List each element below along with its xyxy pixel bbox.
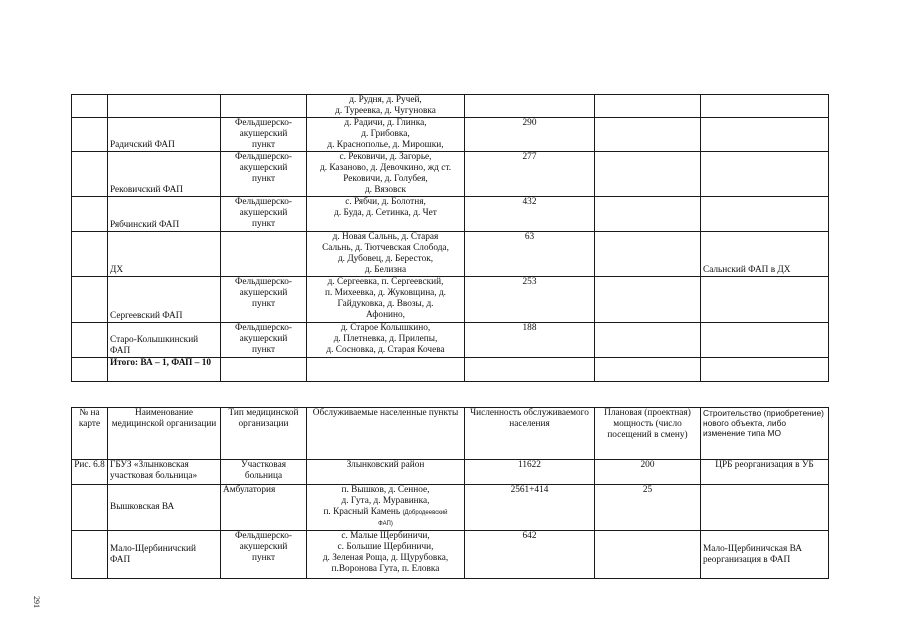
- cell-name: ДХ: [108, 232, 221, 277]
- table-row: [72, 531, 829, 579]
- cell-num: Рис. 6.8: [72, 460, 108, 485]
- header-num: № на карте: [72, 408, 108, 460]
- cell-name: Рековичский ФАП: [108, 152, 221, 197]
- cell-settlements: с. Малые Щербиничи, с. Большие Щербиничи, д. Зеленая Роща, д. Щурубовка, п.Воронова Гута, п. Еловка: [307, 531, 465, 579]
- header-name: Наименование медицинской организации: [108, 408, 221, 460]
- table-row: [72, 118, 829, 152]
- cell-capacity: [595, 152, 701, 197]
- cell-capacity: [595, 118, 701, 152]
- cell-construction: [701, 95, 829, 118]
- cell-type: [221, 95, 307, 118]
- cell-settlements: [307, 358, 465, 382]
- cell-num: [72, 485, 108, 531]
- cell-name: Мало-Щербиничский ФАП: [108, 531, 221, 579]
- cell-type: Амбулатория: [221, 485, 307, 531]
- cell-construction: [701, 197, 829, 232]
- cell-num: [72, 197, 108, 232]
- cell-num: [72, 118, 108, 152]
- cell-capacity: [595, 277, 701, 323]
- table-row: [72, 323, 829, 358]
- cell-capacity: 25: [595, 485, 701, 531]
- cell-capacity: [595, 323, 701, 358]
- cell-population: 2561+414: [465, 485, 595, 531]
- cell-population: 253: [465, 277, 595, 323]
- settlements-table-continued: [71, 94, 829, 382]
- cell-population: 432: [465, 197, 595, 232]
- cell-name: ГБУЗ «Злынковская участковая больница»: [108, 460, 221, 485]
- cell-name: Старо-Колышкинский ФАП: [108, 323, 221, 358]
- cell-name: Рябчинский ФАП: [108, 197, 221, 232]
- cell-population: 290: [465, 118, 595, 152]
- header-construction: Строительство (приобретение) нового объекта, либо изменение типа МО: [701, 408, 829, 460]
- cell-name: [108, 95, 221, 118]
- cell-num: [72, 95, 108, 118]
- cell-settlements: д. Старое Колышкино, д. Плетневка, д. Прилепы, д. Сосновка, д. Старая Кочева: [307, 323, 465, 358]
- header-capacity: Плановая (проектная) мощность (число посещений в смену): [595, 408, 701, 460]
- cell-type: [221, 358, 307, 382]
- header-type: Тип медицинской организации: [221, 408, 307, 460]
- cell-type: Участковая больница: [221, 460, 307, 485]
- cell-capacity: [595, 358, 701, 382]
- cell-population: 11622: [465, 460, 595, 485]
- cell-construction: [701, 323, 829, 358]
- cell-num: [72, 323, 108, 358]
- cell-settlements: д. Рудня, д. Ручей, д. Туреевка, д. Чугуновка: [307, 95, 465, 118]
- total-row: [72, 358, 829, 382]
- cell-type: Фельдшерско- акушерский пункт: [221, 118, 307, 152]
- table-row: [72, 485, 829, 531]
- cell-construction: [701, 152, 829, 197]
- cell-construction: Мало-Щербиничская ВА реорганизация в ФАП: [701, 531, 829, 579]
- cell-capacity: [595, 531, 701, 579]
- cell-settlements: д. Новая Сальнь, д. Старая Сальнь, д. Тютчевская Слобода, д. Дубовец, д. Бересток, д. Белизна: [307, 232, 465, 277]
- cell-num: [72, 277, 108, 323]
- cell-name: Вышковская ВА: [108, 485, 221, 531]
- cell-num: [72, 531, 108, 579]
- table-row: [72, 460, 829, 485]
- cell-settlements: д. Сергеевка, п. Сергеевский, п. Михеевка, д. Жуковщина, д. Гайдуковка, д. Ввозы, д. Афонино,: [307, 277, 465, 323]
- medical-organizations-table: [71, 407, 829, 579]
- cell-construction: Сальнский ФАП в ДХ: [701, 232, 829, 277]
- cell-construction: [701, 118, 829, 152]
- header-settlements: Обслуживаемые населенные пункты: [307, 408, 465, 460]
- cell-settlements: Злынковский район: [307, 460, 465, 485]
- cell-num: [72, 358, 108, 382]
- cell-population: 63: [465, 232, 595, 277]
- cell-type: Фельдшерско- акушерский пункт: [221, 277, 307, 323]
- cell-name: Сергеевский ФАП: [108, 277, 221, 323]
- cell-population: [465, 95, 595, 118]
- table-row: [72, 197, 829, 232]
- cell-type: Фельдшерско- акушерский пункт: [221, 152, 307, 197]
- header-population: Численность обслуживаемого населения: [465, 408, 595, 460]
- cell-settlements: п. Вышков, д. Сенное, д. Гута, д. Муравинка, п. Красный Камень (Добродеевский ФАП): [307, 485, 465, 531]
- table-row: [72, 95, 829, 118]
- cell-num: [72, 152, 108, 197]
- cell-population: 642: [465, 531, 595, 579]
- cell-construction: [701, 277, 829, 323]
- page-number: 291: [32, 596, 41, 608]
- cell-construction: [701, 485, 829, 531]
- cell-type: Фельдшерско- акушерский пункт: [221, 197, 307, 232]
- cell-population: 277: [465, 152, 595, 197]
- cell-construction: [701, 358, 829, 382]
- table-row: [72, 152, 829, 197]
- total-label: Итого: ВА – 1, ФАП – 10: [108, 358, 221, 382]
- header-row: [72, 408, 829, 460]
- cell-capacity: [595, 232, 701, 277]
- table-row: [72, 232, 829, 277]
- cell-name: Радичский ФАП: [108, 118, 221, 152]
- cell-num: [72, 232, 108, 277]
- cell-capacity: 200: [595, 460, 701, 485]
- cell-type: Фельдшерско- акушерский пункт: [221, 323, 307, 358]
- cell-population: [465, 358, 595, 382]
- cell-type: [221, 232, 307, 277]
- cell-settlements: с. Рябчи, д. Болотня, д. Буда, д. Сетинка, д. Чет: [307, 197, 465, 232]
- cell-settlements: д. Радичи, д. Глинка, д. Грибовка, д. Краснополье, д. Мирошки,: [307, 118, 465, 152]
- cell-construction: ЦРБ реорганизация в УБ: [701, 460, 829, 485]
- cell-population: 188: [465, 323, 595, 358]
- cell-capacity: [595, 197, 701, 232]
- table-row: [72, 277, 829, 323]
- cell-settlements: с. Рековичи, д. Загорье, д. Казаново, д. Девочкино, жд ст. Рековичи, д. Голубея, д. Вязовск: [307, 152, 465, 197]
- cell-capacity: [595, 95, 701, 118]
- cell-type: Фельдшерско- акушерский пункт: [221, 531, 307, 579]
